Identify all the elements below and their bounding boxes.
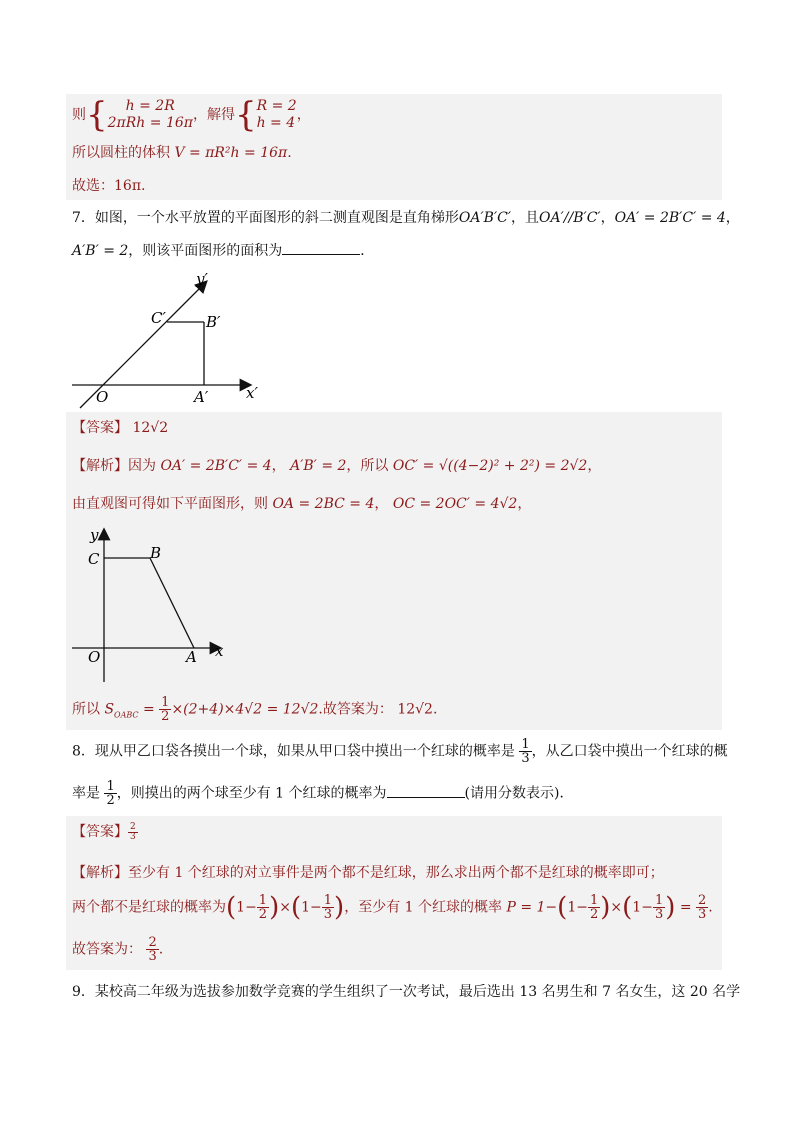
answer-blank[interactable] (282, 240, 360, 255)
sol6-system1 (108, 98, 193, 132)
q8-a2-p: P = 1− (506, 899, 558, 916)
q8-a2-text: 两个都不是红球的概率为 (72, 899, 226, 916)
q7-a2-m2: OC = 2OC′ = 4√2 (392, 496, 518, 512)
label-y-prime: y′ (196, 270, 208, 288)
q7-stem2-math: A′B′ = 2 (72, 243, 129, 259)
q7-a3-end: . (432, 701, 438, 718)
q8-a2-mid: ，至少有 1 个红球的概率 (344, 899, 503, 916)
q7-a1-m3: OC′ = √((4−2)² + 2²) = 2√2 (392, 458, 588, 474)
label-a-prime: A′ (194, 388, 209, 406)
sol6-comma: ， (296, 107, 311, 123)
label-x-prime: x′ (246, 384, 258, 402)
q7-a2-m1: OA = 2BC = 4 (272, 496, 375, 512)
q7-a3-rest: ×(2+4)×4√2 = 12√2 (171, 701, 319, 718)
label-b-prime: B′ (206, 313, 221, 331)
label-c-prime: C′ (151, 309, 166, 327)
q7-oblique-figure (66, 268, 266, 410)
q7-stem2-end: ． (360, 243, 375, 259)
answer-blank[interactable] (387, 783, 465, 798)
q8-stem2a: 率是 (72, 785, 100, 802)
q8-analysis-tag: 【解析】 (72, 865, 128, 881)
q7-a3-val: 12√2 (397, 701, 433, 718)
q7-cond2: OA′ = 2B′C′ = 4 (614, 210, 726, 226)
q7-cond1: OA′//B′C′ (539, 210, 601, 226)
q7-analysis-line1 (72, 456, 601, 476)
q7-a2-end: ， (517, 496, 532, 512)
q7-plane-figure (70, 524, 232, 684)
q7-a1-m1: OA′ = 2B′C′ = 4 (160, 458, 272, 474)
q7-answer-tag: 【答案】 (72, 420, 128, 436)
q7-answer-line (72, 418, 168, 438)
fraction: $\frac{1}{2}$ (258, 893, 268, 922)
left-brace-icon: { (86, 95, 108, 135)
sol6-choice: 故选：16π. (72, 178, 146, 194)
label-o: O (96, 388, 109, 406)
fraction-one-third: $\frac{1}{3}$ (521, 737, 530, 766)
sol6-sys1-b: 2πRh = 16π (107, 115, 193, 131)
sol6-dot: . (287, 145, 292, 161)
segment-b-a (150, 558, 194, 648)
q7-stem1: 7．如图，一个水平放置的平面图形的斜二测直观图是直角梯形 (72, 210, 459, 226)
q7-a3-sub: OABC (114, 710, 139, 720)
q7-analysis-line2 (72, 494, 531, 514)
fraction: $\frac{2}{3}$ (698, 893, 707, 922)
q8-stem-line2 (72, 780, 573, 810)
q8-answer-fraction: $\frac{2}{3}$ (130, 821, 136, 842)
sol6-sys1-a: h = 2R (125, 98, 175, 114)
q7-a2-text: 由直观图可得如下平面图形，则 (72, 496, 268, 512)
q7-a3-m: S (104, 701, 115, 718)
q8-answer-tag: 【答案】 (72, 824, 128, 840)
sol6-line1 (72, 95, 311, 136)
fraction-one-half: $\frac{1}{2}$ (106, 779, 115, 808)
q7-stem1c: ， (600, 210, 615, 226)
fraction: $\frac{1}{3}$ (654, 893, 664, 922)
sol6-volume-expr: V = πR²h = 16π (174, 145, 288, 161)
q8-stem1b: ，从乙口袋中摸出一个红球的概 (531, 743, 728, 760)
q8-stem2d: ． (559, 785, 574, 802)
label-o: O (88, 648, 101, 666)
q7-stem1-math: OA′B′C′ (458, 210, 512, 226)
q7-a3-expr: = (138, 701, 160, 718)
q8-analysis-line1 (72, 863, 664, 883)
q7-a1-so: ，所以 (346, 458, 389, 474)
q7-stem1d: ， (725, 210, 740, 226)
q7-stem-line2 (72, 240, 374, 261)
q8-stem2b: ，则摸出的两个球至少有 1 个红球的概率为 (116, 785, 387, 802)
q7-analysis-tag: 【解析】 (72, 458, 128, 474)
q9-stem: 9．某校高二年级为选拔参加数学竞赛的学生组织了一次考试，最后选出 13 名男生和 7 名女生，这 20 名学 (72, 984, 741, 1000)
fraction: $\frac{1}{2}$ (589, 893, 599, 922)
q8-a1: 至少有 1 个红球的对立事件是两个都不是红球，那么求出两个都不是红球的概率即可； (128, 865, 664, 881)
label-b: B (150, 544, 162, 562)
sol6-line2 (72, 143, 292, 163)
sol6-volume: 所以圆柱的体积 (72, 145, 170, 161)
fraction-half: $\frac{1}{2}$ (161, 695, 170, 724)
q8-analysis-line2: 两个都不是红球的概率为(1− $\frac{1}{2}$ )×(1− $\frac{1}{3}$ )，至少有 1 个红球的概率 P = 1−(1− $\frac{1}{2}$ )×(1− $\frac{1}{3}$ ) = $\frac{2}{3}$ . (72, 892, 713, 923)
q8-a3-text: 故答案为： (72, 941, 142, 958)
q8-stem2c: (请用分数表示) (464, 785, 560, 802)
label-a: A (186, 648, 197, 666)
q8-stem1: 8．现从甲乙口袋各摸出一个球，如果从甲口袋中摸出一个红球的概率是 (72, 743, 515, 760)
sol6-then: 则 (72, 107, 86, 123)
q7-a1-m2: A′B′ = 2 (290, 458, 347, 474)
q7-analysis-line3 (72, 696, 437, 726)
q7-a1-c: ， (271, 458, 286, 474)
label-x: x (215, 642, 224, 660)
fraction-two-thirds: $\frac{2}{3}$ (148, 935, 157, 964)
q7-stem2: ，则该平面图形的面积为 (128, 243, 283, 259)
q8-analysis-line3: 故答案为： $\frac{2}{3}$ . (72, 935, 164, 964)
q7-stem-line1 (72, 208, 740, 228)
q7-a2-c: ， (374, 496, 389, 512)
q7-a1-end: ， (587, 458, 602, 474)
q7-a3-text: 所以 (72, 701, 100, 718)
q7-answer-val: 12√2 (132, 420, 169, 436)
q7-stem1b: ，且 (511, 210, 540, 226)
sol6-sys2-a: R = 2 (256, 98, 297, 114)
left-brace-icon: { (234, 95, 257, 135)
q8-stem-line1 (72, 738, 728, 768)
sol6-system2 (257, 98, 297, 132)
fraction: $\frac{1}{3}$ (323, 893, 333, 922)
q7-a1-text: 因为 (128, 458, 156, 474)
sol6-solve: ，解得 (192, 107, 235, 123)
label-y: y (90, 526, 99, 544)
q8-answer-line (72, 822, 138, 842)
q7-a3-tail: .故答案为： (318, 701, 393, 718)
sol6-sys2-b: h = 4 (256, 115, 296, 131)
label-c: C (88, 550, 100, 568)
